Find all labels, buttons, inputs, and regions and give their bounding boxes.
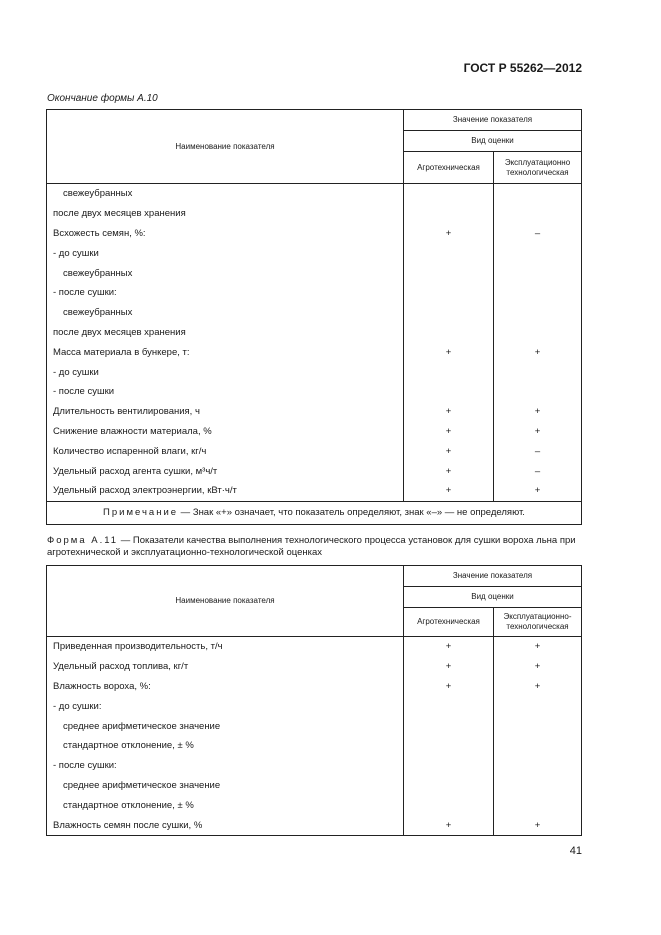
row-expl-mark: –	[494, 441, 582, 461]
page-number: 41	[569, 845, 582, 857]
row-agro-mark: +	[404, 637, 494, 657]
row-expl-mark	[494, 716, 582, 736]
table-row	[47, 204, 582, 224]
row-agro-mark	[404, 323, 494, 343]
row-label: после двух месяцев хранения	[47, 204, 404, 224]
row-expl-mark	[494, 283, 582, 303]
row-agro-mark: +	[404, 224, 494, 244]
table-row	[47, 776, 582, 796]
row-agro-mark	[404, 362, 494, 382]
table-row	[47, 382, 582, 402]
row-agro-mark: +	[404, 815, 494, 835]
row-label: Масса материала в бункере, т:	[47, 342, 404, 362]
table-row	[47, 224, 582, 244]
document-code: ГОСТ Р 55262—2012	[463, 61, 582, 75]
header-operational: Эксплуатационно-технологическая	[494, 608, 582, 637]
row-label: Приведенная производительность, т/ч	[47, 637, 404, 657]
row-agro-mark	[404, 283, 494, 303]
table-row	[47, 283, 582, 303]
row-agro-mark	[404, 382, 494, 402]
table-row	[47, 461, 582, 481]
table-row	[47, 815, 582, 835]
row-expl-mark	[494, 776, 582, 796]
row-label: - после сушки	[47, 382, 404, 402]
table-row	[47, 756, 582, 776]
table-row	[47, 184, 582, 204]
row-label: после двух месяцев хранения	[47, 323, 404, 343]
row-agro-mark: +	[404, 342, 494, 362]
header-indicator-value: Значение показателя	[404, 110, 582, 131]
row-expl-mark	[494, 323, 582, 343]
table-row	[47, 677, 582, 697]
row-agro-mark	[404, 204, 494, 224]
table1-caption: Окончание формы А.10	[47, 93, 158, 104]
row-label: стандартное отклонение, ± %	[47, 736, 404, 756]
row-label: Удельный расход топлива, кг/т	[47, 657, 404, 677]
table-row	[47, 441, 582, 461]
row-label: Удельный расход электроэнергии, кВт·ч/т	[47, 481, 404, 501]
row-agro-mark	[404, 756, 494, 776]
table-row	[47, 303, 582, 323]
table-row	[47, 402, 582, 422]
note-text: — Знак «+» означает, что показатель определяют, знак «–» — не определяют.	[178, 507, 525, 519]
form-a11-title	[47, 535, 587, 559]
table-row	[47, 716, 582, 736]
table-row	[47, 263, 582, 283]
table-row	[47, 243, 582, 263]
row-agro-mark: +	[404, 441, 494, 461]
row-label: среднее арифметическое значение	[47, 776, 404, 796]
table-row	[47, 657, 582, 677]
row-expl-mark: +	[494, 815, 582, 835]
row-expl-mark	[494, 362, 582, 382]
row-label: Удельный расход агента сушки, м³ч/т	[47, 461, 404, 481]
row-agro-mark: +	[404, 461, 494, 481]
header-evaluation-type: Вид оценки	[404, 587, 582, 608]
row-expl-mark: +	[494, 637, 582, 657]
row-expl-mark	[494, 795, 582, 815]
row-agro-mark	[404, 696, 494, 716]
row-expl-mark	[494, 303, 582, 323]
row-expl-mark	[494, 382, 582, 402]
note-label: Примечание	[103, 507, 179, 519]
table-row	[47, 736, 582, 756]
header-indicator-name: Наименование показателя	[47, 110, 404, 184]
row-label: свежеубранных	[47, 184, 404, 204]
table-row	[47, 696, 582, 716]
header-indicator-name: Наименование показателя	[47, 566, 404, 637]
row-agro-mark: +	[404, 422, 494, 442]
table-row	[47, 323, 582, 343]
row-label: Количество испаренной влаги, кг/ч	[47, 441, 404, 461]
header-operational: Эксплуатационно технологическая	[494, 152, 582, 184]
row-label: среднее арифметическое значение	[47, 716, 404, 736]
row-expl-mark: +	[494, 657, 582, 677]
row-expl-mark	[494, 756, 582, 776]
row-expl-mark: +	[494, 422, 582, 442]
table-row	[47, 342, 582, 362]
table-note	[47, 501, 582, 524]
row-label: Всхожесть семян, %:	[47, 224, 404, 244]
row-label: свежеубранных	[47, 263, 404, 283]
form-label: Форма А.11	[47, 535, 119, 546]
row-expl-mark	[494, 696, 582, 716]
row-label: - до сушки	[47, 243, 404, 263]
row-label: стандартное отклонение, ± %	[47, 795, 404, 815]
header-agrotechnical: Агротехническая	[404, 152, 494, 184]
row-label: - после сушки:	[47, 283, 404, 303]
row-expl-mark: –	[494, 224, 582, 244]
header-agrotechnical: Агротехническая	[404, 608, 494, 637]
table-row	[47, 481, 582, 501]
row-label: - до сушки	[47, 362, 404, 382]
row-expl-mark	[494, 243, 582, 263]
table-row	[47, 422, 582, 442]
header-indicator-value: Значение показателя	[404, 566, 582, 587]
row-expl-mark	[494, 204, 582, 224]
row-label: Влажность вороха, %:	[47, 677, 404, 697]
row-agro-mark: +	[404, 657, 494, 677]
table-row	[47, 795, 582, 815]
row-agro-mark: +	[404, 402, 494, 422]
row-agro-mark	[404, 716, 494, 736]
row-agro-mark	[404, 303, 494, 323]
row-label: Снижение влажности материала, %	[47, 422, 404, 442]
row-label: - до сушки:	[47, 696, 404, 716]
row-agro-mark	[404, 263, 494, 283]
table-form-a11	[46, 565, 582, 836]
row-label: - после сушки:	[47, 756, 404, 776]
row-expl-mark: +	[494, 481, 582, 501]
row-expl-mark	[494, 263, 582, 283]
table-row	[47, 362, 582, 382]
table-row	[47, 637, 582, 657]
row-agro-mark	[404, 736, 494, 756]
row-agro-mark	[404, 184, 494, 204]
row-label: Длительность вентилирования, ч	[47, 402, 404, 422]
row-label: Влажность семян после сушки, %	[47, 815, 404, 835]
row-label: свежеубранных	[47, 303, 404, 323]
row-agro-mark: +	[404, 481, 494, 501]
row-agro-mark	[404, 776, 494, 796]
form-title-text: — Показатели качества выполнения технологического процесса установок для сушки вороха льна при агротехнической и эксплуатационно-технологической оценках	[47, 535, 576, 558]
row-expl-mark	[494, 184, 582, 204]
row-expl-mark: –	[494, 461, 582, 481]
row-expl-mark: +	[494, 402, 582, 422]
table-form-a10	[46, 109, 582, 525]
row-agro-mark	[404, 795, 494, 815]
row-agro-mark: +	[404, 677, 494, 697]
row-expl-mark: +	[494, 677, 582, 697]
row-expl-mark: +	[494, 342, 582, 362]
row-agro-mark	[404, 243, 494, 263]
row-expl-mark	[494, 736, 582, 756]
header-evaluation-type: Вид оценки	[404, 131, 582, 152]
